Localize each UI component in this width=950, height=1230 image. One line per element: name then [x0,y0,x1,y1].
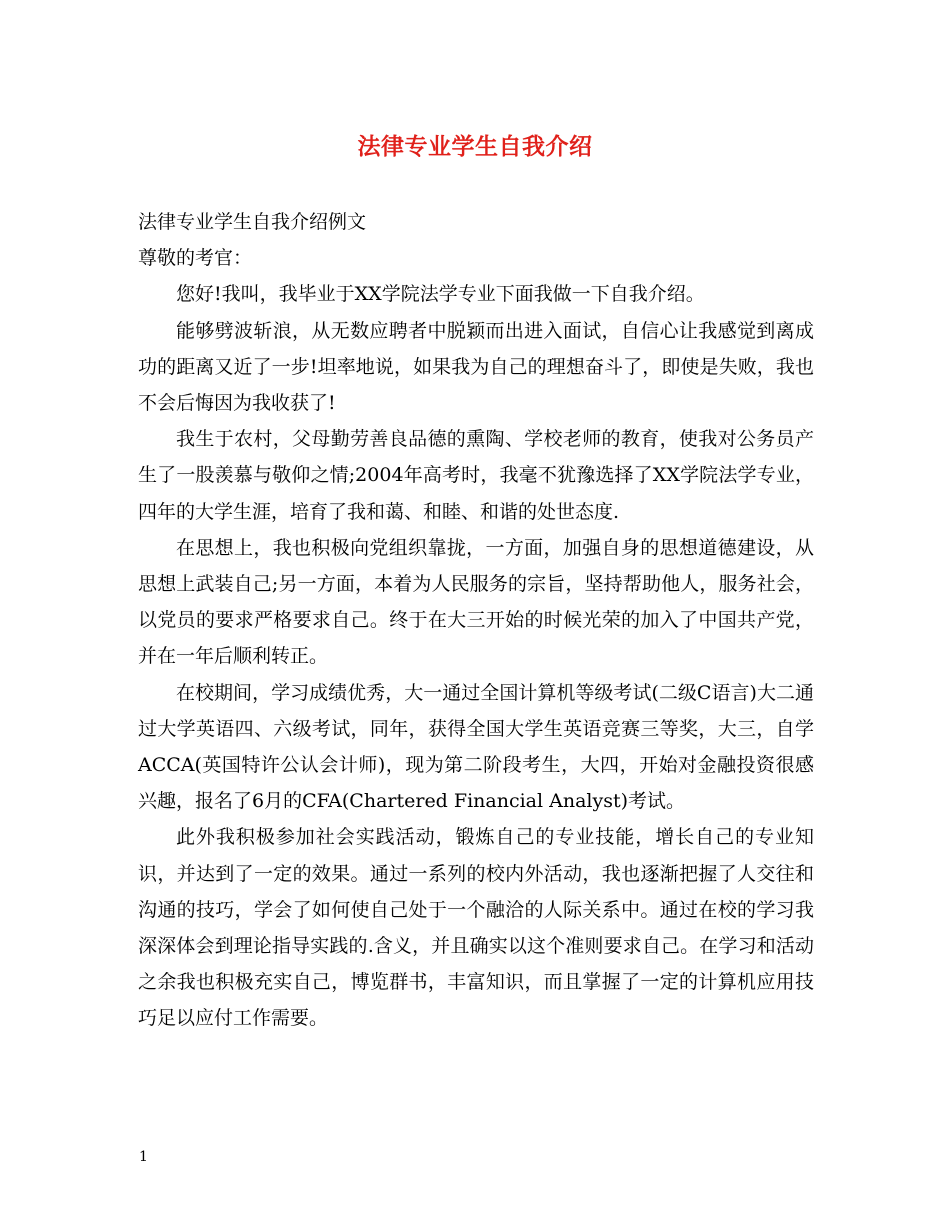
salutation: 尊敬的考官： [138,247,253,270]
paragraph-activities: 此外我积极参加社会实践活动，锻炼自己的专业技能，增长自己的专业知识，并达到了一定的效果。通过一系列的校内外活动，我也逐渐把握了人交往和沟通的技巧，学会了如何使自己处于一个融洽的人际关系中。通过在校的学习我深深体会到理论指导实践的.含义，并且确实以这个准则要求自己。在学习和活动之余我也积极充实自己，博览群书，丰富知识，而且掌握了一定的计算机应用技巧足以应付工作需要。 [138,826,814,1030]
paragraph-ideology: 在思想上，我也积极向党组织靠拢，一方面，加强自身的思想道德建设，从思想上武装自己;另一方面，本着为人民服务的宗旨，坚持帮助他人，服务社会，以党员的要求严格要求自己。终于在大三开始的时候光荣的加入了中国共产党，并在一年后顺利转正。 [138,536,814,668]
document-subtitle: 法律专业学生自我介绍例文 [138,211,367,233]
document-body [138,204,814,1037]
paragraph-greeting: 您好!我叫，我毕业于XX学院法学专业下面我做一下自我介绍。 [176,283,705,306]
page-number: 1 [139,1149,148,1165]
paragraph-academics: 在校期间，学习成绩优秀，大一通过全国计算机等级考试(二级C语言)大二通过大学英语四、六级考试，同年，获得全国大学生英语竞赛三等奖，大三，自学ACCA(英国特许公认会计师)，现为第二阶段考生，大四，开始对金融投资很感兴趣，报名了6月的CFA(Chartered Financial Analyst)考试。 [138,681,814,813]
paragraph-background: 我生于农村，父母勤劳善良品德的熏陶、学校老师的教育，使我对公务员产生了一股羡慕与敬仰之情;2004年高考时，我毫不犹豫选择了XX学院法学专业，四年的大学生涯，培育了我和蔼、和睦、和谐的处世态度. [138,428,814,523]
paragraph-interview: 能够劈波斩浪，从无数应聘者中脱颖而出进入面试，自信心让我感觉到离成功的距离又近了一步!坦率地说，如果我为自己的理想奋斗了，即使是失败，我也不会后悔因为我收获了! [138,319,814,415]
document-title: 法律专业学生自我介绍 [357,133,593,160]
